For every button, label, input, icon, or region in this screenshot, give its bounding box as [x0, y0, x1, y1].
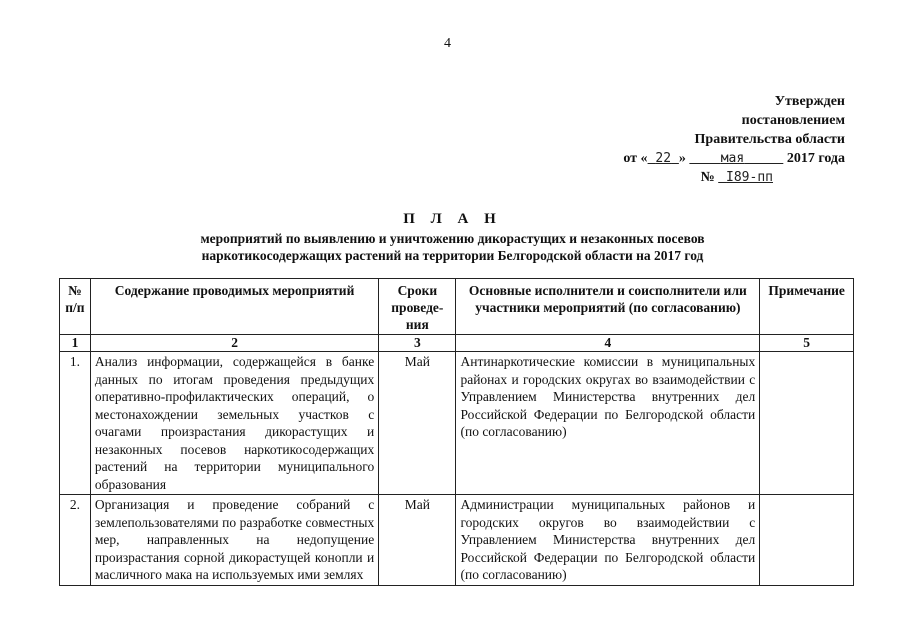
- column-number: 5: [760, 335, 854, 352]
- row-content: Анализ информации, содержащейся в банке данных по итогам проведения предыдущих оперативно-профилактических операций, о местонахождении земельных участков с очагами произрастания дикорастущих и незаконных посевов наркотикосодержащих растений на территории муниципального образования: [90, 352, 378, 495]
- column-numbers-row: [60, 335, 854, 352]
- header-content: Содержание проводимых мероприятий: [90, 279, 378, 335]
- approval-line-approved: Утвержден: [774, 94, 845, 109]
- header-number: № п/п: [60, 279, 91, 335]
- table-row: [60, 495, 854, 586]
- page-number: 4: [444, 36, 451, 51]
- date-mid: »: [678, 151, 686, 166]
- column-number: 4: [456, 335, 760, 352]
- column-number: 1: [60, 335, 91, 352]
- title-line-2: наркотикосодержащих растений на территории Белгородской области на 2017 год: [201, 248, 704, 263]
- row-note: [760, 495, 854, 586]
- approval-line-resolution: постановлением: [741, 113, 845, 128]
- approval-date-line: [585, 149, 845, 168]
- column-number: 3: [379, 335, 456, 352]
- date-month: мая: [720, 151, 745, 166]
- column-number: 2: [90, 335, 378, 352]
- row-executors: Антинаркотические комиссии в муниципальных районах и городских округах во взаимодействии с Управлением Министерства внутренних дел Российской Федерации по Белгородской области (по согласованию): [456, 352, 760, 495]
- table-header-row: [60, 279, 854, 335]
- date-year: 2017 года: [786, 151, 845, 166]
- number-value: I89-пп: [726, 170, 773, 185]
- row-number: 2.: [60, 495, 91, 586]
- document-title: [0, 208, 905, 264]
- title-line-1: мероприятий по выявлению и уничтожению дикорастущих и незаконных посевов: [200, 231, 705, 246]
- table-row: [60, 352, 854, 495]
- approval-stamp: [585, 92, 845, 187]
- row-term: Май: [379, 352, 456, 495]
- row-number: 1.: [60, 352, 91, 495]
- header-term: Сроки проведе-ния: [379, 279, 456, 335]
- row-term: Май: [379, 495, 456, 586]
- row-note: [760, 352, 854, 495]
- row-executors: Администрации муниципальных районов и городских округов во взаимодействии с Управлением Министерства внутренних дел Российской Федерации по Белгородской области (по согласованию): [456, 495, 760, 586]
- title-plan: П Л А Н: [403, 211, 502, 227]
- number-prefix: №: [700, 170, 715, 185]
- approval-line-government: Правительства области: [694, 132, 845, 147]
- plan-table: [59, 278, 854, 586]
- header-note: Примечание: [760, 279, 854, 335]
- row-content: Организация и проведение собраний с землепользователями по разработке совместных мер, направленных на недопущение произрастания сорной дикорастущей конопли и масличного мака на используемых ими землях: [90, 495, 378, 586]
- date-day: 22: [655, 151, 672, 166]
- date-prefix: от «: [623, 151, 648, 166]
- header-executors: Основные исполнители и соисполнители или участники мероприятий (по согласованию): [456, 279, 760, 335]
- approval-number-line: [585, 168, 845, 187]
